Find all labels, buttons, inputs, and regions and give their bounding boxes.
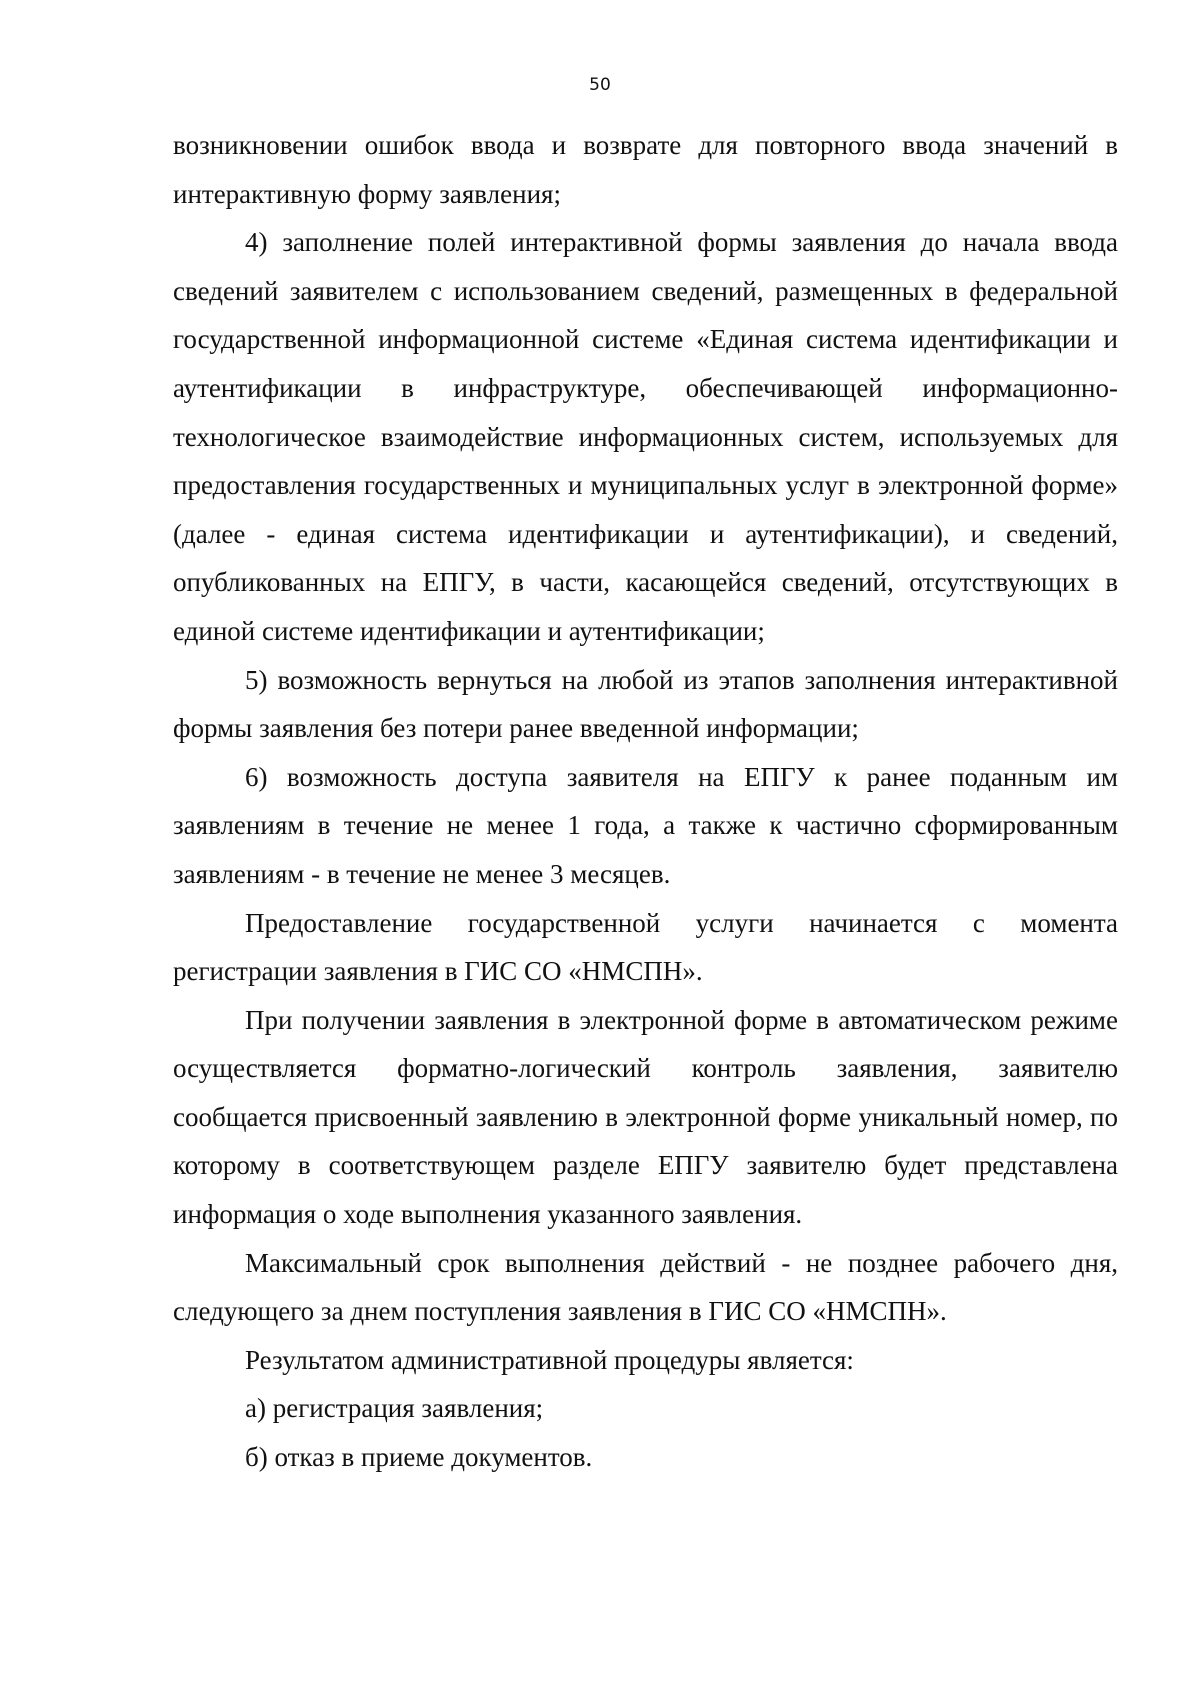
paragraph-result-a: а) регистрация заявления; — [245, 1393, 544, 1424]
paragraph-result-b: б) отказ в приеме документов. — [245, 1442, 593, 1473]
paragraph-electronic-receipt: При получении заявления в электронной форме в автоматическом режиме осуществляется форматно-логический контроль заявления, заявителю сообщается присвоенный заявлению в электронной форме уникальный номер, по которому в соответствующем разделе ЕПГУ заявителю будет представлена информация о ходе выполнения указанного заявления. — [173, 1004, 1118, 1230]
paragraph-service-start: Предоставление государственной услуги начинается с момента регистрации заявления в ГИС СО «НМСПН». — [173, 907, 1118, 987]
paragraph-item-6: 6) возможность доступа заявителя на ЕПГУ к ранее поданным им заявлениям в течение не менее 1 года, а также к частично сформированным заявлениям - в течение не менее 3 месяцев. — [173, 761, 1118, 889]
paragraph-item-5: 5) возможность вернуться на любой из этапов заполнения интерактивной формы заявления без потери ранее введенной информации; — [173, 664, 1118, 744]
paragraph-item-4: 4) заполнение полей интерактивной формы заявления до начала ввода сведений заявителем с использованием сведений, размещенных в федеральной государственной информационной системе «Единая система идентификации и аутентификации в инфраструктуре, обеспечивающей информационно-технологическое взаимодействие информационных систем, используемых для предоставления государственных и муниципальных услуг в электронной форме» (далее - единая система идентификации и аутентификации), и сведений, опубликованных на ЕПГУ, в части, касающейся сведений, отсутствующих в единой системе идентификации и аутентификации; — [173, 227, 1118, 646]
page-number: 50 — [589, 75, 611, 95]
paragraph-result-intro: Результатом административной процедуры является: — [245, 1344, 854, 1375]
paragraph-continuation: возникновении ошибок ввода и возврате для повторного ввода значений в интерактивную форму заявления; — [173, 130, 1118, 209]
document-body — [173, 121, 1118, 1482]
paragraph-max-term: Максимальный срок выполнения действий - не позднее рабочего дня, следующего за днем поступления заявления в ГИС СО «НМСПН». — [173, 1247, 1118, 1327]
